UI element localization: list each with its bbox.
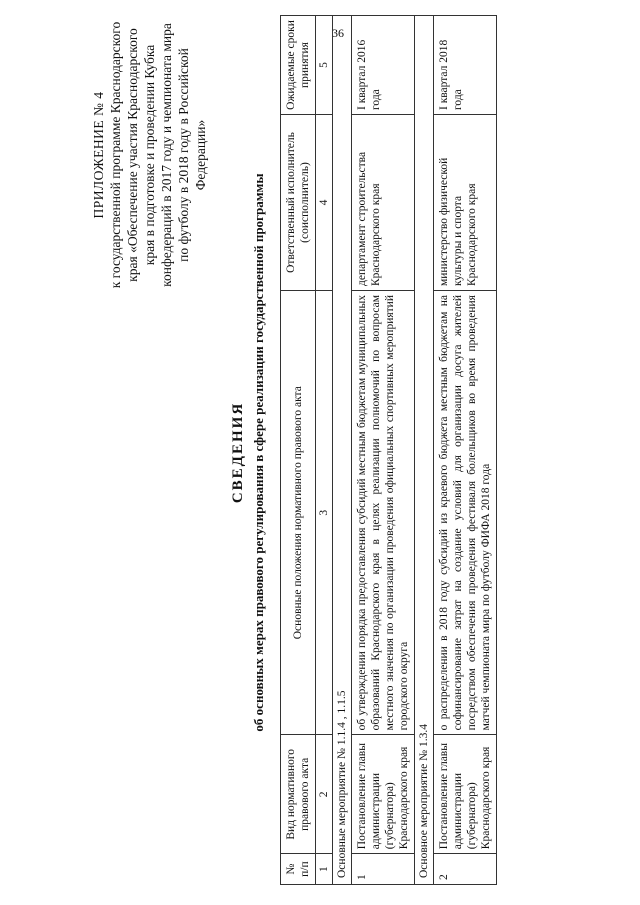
column-number: 2 [316, 735, 333, 854]
column-number: 4 [316, 115, 333, 291]
header-term: Ожидаемые сроки принятия [281, 16, 316, 115]
appendix-text: к государственной программе Краснодарского края «Обеспечение участия Краснодарского края в подготовке и проведении Кубка конфедераций в 2017 году и чемпионата мира по футболу в 2018 году в Российской Федерации» [108, 21, 208, 289]
appendix-block [90, 15, 209, 295]
column-number: 1 [316, 854, 333, 885]
table-row [434, 16, 497, 885]
header-act-type: Вид нормативного правового акта [281, 735, 316, 854]
document-subtitle: об основных мерах правового регулирования в сфере реализации государственной программы [251, 173, 266, 732]
act-type: Постановление главы администрации (губернатора) Краснодарского края [434, 735, 497, 854]
act-provisions: о распределении в 2018 году субсидий из краевого бюджета местным бюджетам на софинансирование затрат на создание условий для организации досуга жителей посредством обеспечения проведения фестиваля болельщиков во время проведения матчей чемпионата мира по футболу ФИФА 2018 года [434, 291, 497, 735]
header-number: № п/п [281, 854, 316, 885]
group-label: Основные мероприятие № 1.1.4 , 1.1.5 [333, 16, 352, 885]
act-term: I квартал 2018 года [434, 16, 497, 115]
column-number-row [316, 16, 333, 885]
group-row [415, 16, 434, 885]
appendix-title: ПРИЛОЖЕНИЕ № 4 [91, 91, 106, 219]
column-number: 5 [316, 16, 333, 115]
act-type: Постановление главы администрации (губернатора) Краснодарского края [352, 735, 415, 854]
regulation-table [280, 15, 497, 885]
group-label: Основное мероприятие № 1.3.4 [415, 16, 434, 885]
page-number: 36 [332, 26, 344, 40]
table-row [352, 16, 415, 885]
document-heading [228, 0, 268, 905]
header-provisions: Основные положения нормативного правового акта [281, 291, 316, 735]
act-executor: департамент строительства Краснодарского края [352, 115, 415, 291]
row-number: 2 [434, 854, 497, 885]
act-term: I квартал 2016 года [352, 16, 415, 115]
act-provisions: об утверждении порядка предоставления субсидий местным бюджетам муниципальных образований Краснодарского края в целях реализации полномочий по вопросам местного значения по организации проведения официальных спортивных мероприятий городского округа [352, 291, 415, 735]
document-title: СВЕДЕНИЯ [230, 401, 246, 504]
group-row [333, 16, 352, 885]
table-header-row [281, 16, 316, 885]
row-number: 1 [352, 854, 415, 885]
column-number: 3 [316, 291, 333, 735]
act-executor: министерство физической культуры и спорта Краснодарского края [434, 115, 497, 291]
header-executor: Ответственный исполнитель (соисполнитель) [281, 115, 316, 291]
